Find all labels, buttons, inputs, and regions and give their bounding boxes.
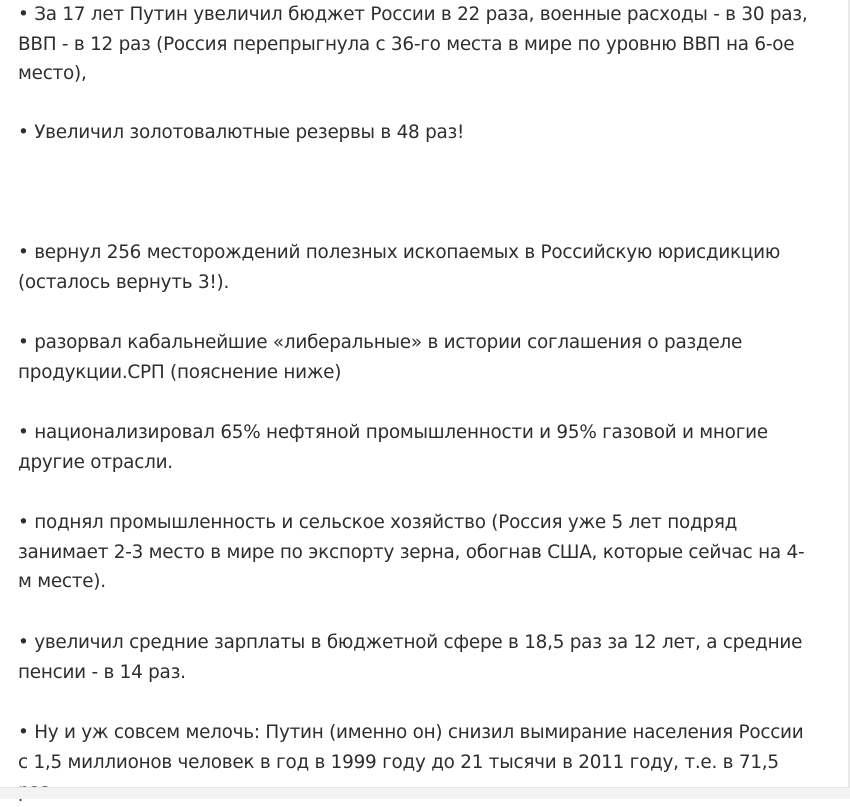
text-line: • поднял промышленность и сельское хозяйство (Россия уже 5 лет подряд — [18, 512, 738, 533]
text-line: м месте). — [18, 571, 106, 592]
paragraph-deposits — [18, 238, 818, 297]
text-line: • национализировал 65% нефтяной промышленности и 95% газовой и многие — [18, 422, 768, 443]
text-line: другие отрасли. — [18, 451, 173, 473]
text-line: ВВП - в 12 раз (Россия перепрыгнула с 36-го места в мире по уровню ВВП на 6-ое — [18, 33, 795, 55]
paragraph-salaries — [18, 628, 818, 687]
text-line: • За 17 лет Путин увеличил бюджет России в 22 раза, военные расходы - в 30 раз, — [18, 4, 808, 25]
text-line: занимает 2-3 место в мире по экспорту зерна, обогнав США, которые сейчас на 4- — [18, 541, 805, 563]
paragraph-nationalization — [18, 418, 818, 477]
text-line: • Ну и уж совсем мелочь: Путин (именно он) снизил вымирание населения России — [18, 722, 804, 743]
paragraph-industry — [18, 508, 818, 597]
text-line: место), — [18, 63, 87, 84]
paragraph-budget — [18, 0, 818, 89]
text-line: с 1,5 миллионов человек в год в 1999 году до 21 тысячи в 2011 году, т.е. в 71,5 — [18, 751, 779, 773]
bottom-scroll-area[interactable] — [0, 787, 850, 799]
text-line: • Увеличил золотовалютные резервы в 48 раз! — [18, 122, 465, 143]
text-line: • разорвал кабальнейшие «либеральные» в истории соглашения о разделе — [18, 332, 743, 353]
text-line: продукции.СРП (пояснение ниже) — [18, 361, 342, 383]
paragraph-agreements — [18, 328, 818, 387]
text-line: (осталось вернуть 3!). — [18, 271, 230, 293]
text-line: • вернул 256 месторождений полезных ископаемых в Российскую юрисдикцию — [18, 242, 781, 263]
text-line: • увеличил средние зарплаты в бюджетной сфере в 18,5 раз за 12 лет, а средние — [18, 632, 803, 653]
paragraph-reserves — [18, 118, 818, 148]
text-line: пенсии - в 14 раз. — [18, 661, 186, 683]
